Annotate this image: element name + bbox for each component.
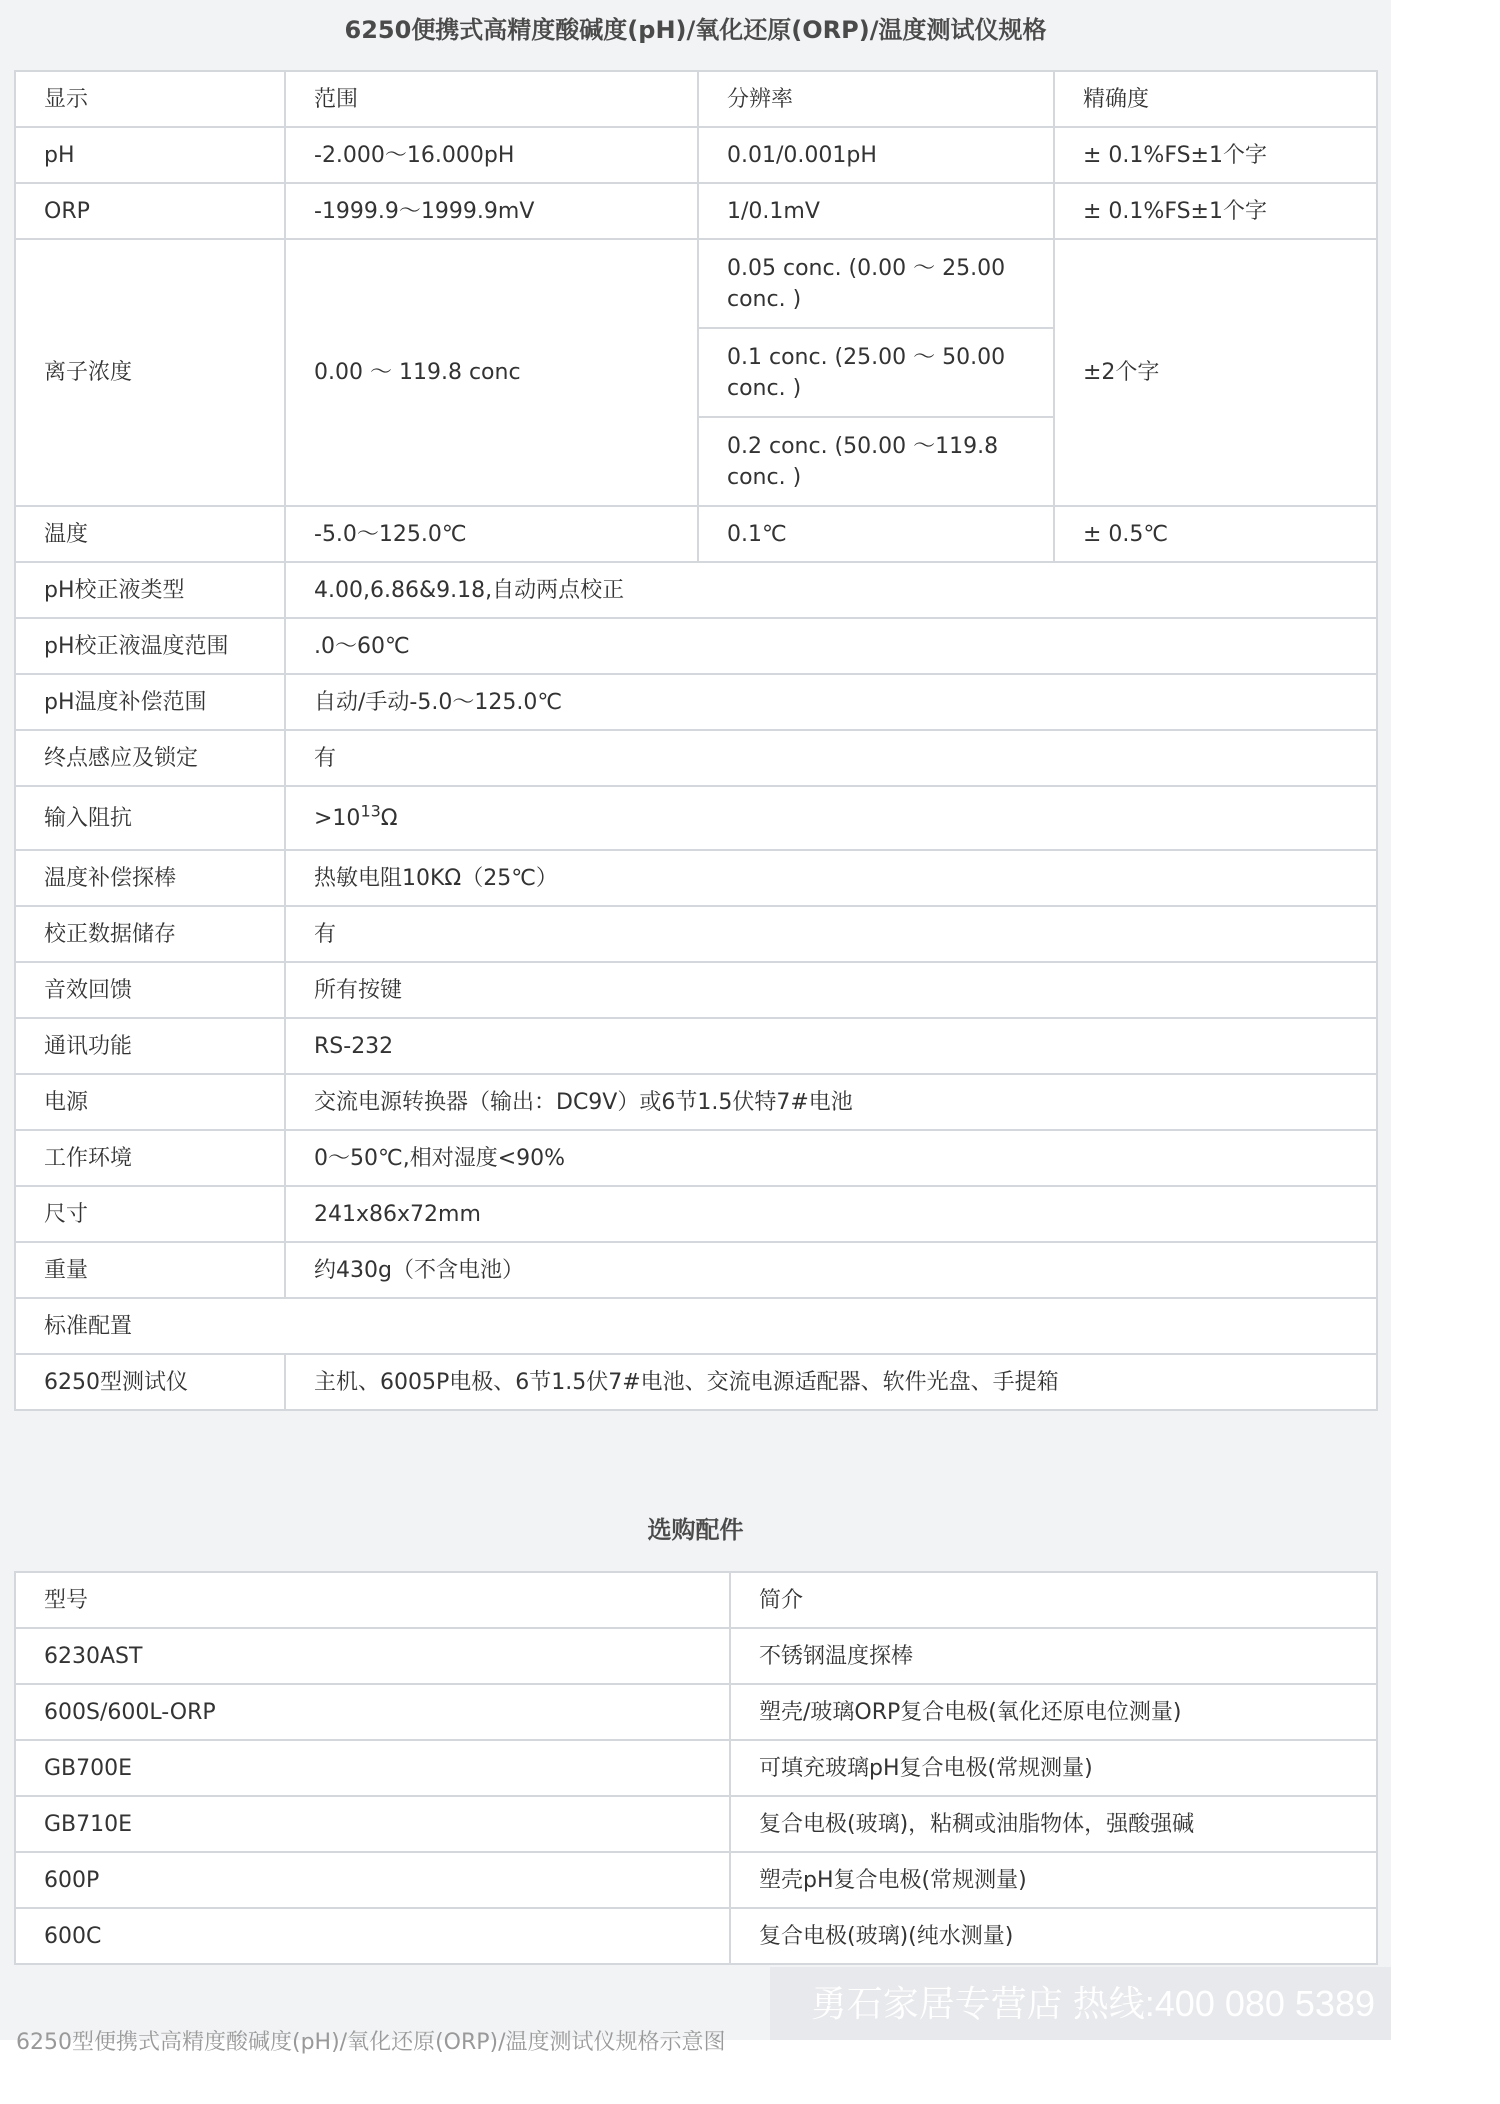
header-range: 范围 [285, 71, 698, 127]
header-display: 显示 [15, 71, 285, 127]
impedance-prefix: >10 [314, 805, 361, 831]
spec-row-ion [15, 239, 1377, 328]
cell-accuracy: ±2个字 [1054, 239, 1377, 506]
cell-label: 尺寸 [15, 1186, 285, 1242]
cell-range: -2.000～16.000pH [285, 127, 698, 183]
cell-label: pH校正液类型 [15, 562, 285, 618]
cell-description: 复合电极(玻璃)(纯水测量) [730, 1908, 1377, 1964]
header-model: 型号 [15, 1572, 730, 1628]
cell-label: 重量 [15, 1242, 285, 1298]
cell-model: GB700E [15, 1740, 730, 1796]
cell-value: RS-232 [285, 1018, 1377, 1074]
accessory-row [15, 1740, 1377, 1796]
accessories-table [14, 1571, 1378, 1965]
header-description: 简介 [730, 1572, 1377, 1628]
cell-accuracy: ± 0.5℃ [1054, 506, 1377, 562]
cell-description: 复合电极(玻璃)，粘稠或油脂物体，强酸强碱 [730, 1796, 1377, 1852]
impedance-exponent: 13 [360, 801, 381, 821]
cell-value: 交流电源转换器（输出：DC9V）或6节1.5伏特7#电池 [285, 1074, 1377, 1130]
cell-accuracy: ± 0.1%FS±1个字 [1054, 183, 1377, 239]
cell-model: 600S/600L-ORP [15, 1684, 730, 1740]
accessory-row [15, 1628, 1377, 1684]
cell-value: 主机、6005P电极、6节1.5伏7#电池、交流电源适配器、软件光盘、手提箱 [285, 1354, 1377, 1410]
standard-config-label: 标准配置 [15, 1298, 1377, 1354]
cell-resolution: 0.1 conc. (25.00 ～ 50.00 conc. ) [698, 328, 1054, 417]
accessory-row [15, 1684, 1377, 1740]
cell-label: 离子浓度 [15, 239, 285, 506]
cell-value [285, 786, 1377, 850]
header-accuracy: 精确度 [1054, 71, 1377, 127]
cell-label: 工作环境 [15, 1130, 285, 1186]
cell-value: 有 [285, 730, 1377, 786]
cell-range: -5.0～125.0℃ [285, 506, 698, 562]
spec-row [15, 1074, 1377, 1130]
cell-label: 校正数据储存 [15, 906, 285, 962]
cell-label: 电源 [15, 1074, 285, 1130]
accessory-row [15, 1796, 1377, 1852]
cell-label: pH温度补偿范围 [15, 674, 285, 730]
cell-model: GB710E [15, 1796, 730, 1852]
cell-resolution: 1/0.1mV [698, 183, 1054, 239]
spec-row-orp [15, 183, 1377, 239]
cell-label: 音效回馈 [15, 962, 285, 1018]
cell-value: 自动/手动-5.0～125.0℃ [285, 674, 1377, 730]
accessories-header-row [15, 1572, 1377, 1628]
spec-row [15, 674, 1377, 730]
cell-value: .0～60℃ [285, 618, 1377, 674]
spec-row [15, 618, 1377, 674]
cell-value: 热敏电阻10KΩ（25℃） [285, 850, 1377, 906]
cell-resolution: 0.2 conc. (50.00 ～119.8 conc. ) [698, 417, 1054, 506]
truncated-caption: 6250型便携式高精度酸碱度(pH)/氧化还原(ORP)/温度测试仪规格示意图 [16, 2030, 726, 2055]
accessories-title: 选购配件 [647, 1516, 744, 1544]
cell-value: 有 [285, 906, 1377, 962]
cell-model: 600C [15, 1908, 730, 1964]
spec-header-row [15, 71, 1377, 127]
cell-value: 约430g（不含电池） [285, 1242, 1377, 1298]
cell-model: 600P [15, 1852, 730, 1908]
spec-table [14, 70, 1378, 1411]
spec-row [15, 850, 1377, 906]
cell-value: 0～50℃,相对湿度<90% [285, 1130, 1377, 1186]
cell-label: 终点感应及锁定 [15, 730, 285, 786]
header-resolution: 分辨率 [698, 71, 1054, 127]
spec-row-standard [15, 1354, 1377, 1410]
cell-description: 可填充玻璃pH复合电极(常规测量) [730, 1740, 1377, 1796]
spec-row [15, 562, 1377, 618]
impedance-unit: Ω [380, 805, 398, 831]
cell-value: 4.00,6.86&9.18,自动两点校正 [285, 562, 1377, 618]
cell-label: pH [15, 127, 285, 183]
shop-watermark: 勇石家居专营店 热线:400 080 5389 [770, 1967, 1391, 2040]
cell-label: ORP [15, 183, 285, 239]
cell-label: 通讯功能 [15, 1018, 285, 1074]
cell-value: 所有按键 [285, 962, 1377, 1018]
spec-title: 6250便携式高精度酸碱度(pH)/氧化还原(ORP)/温度测试仪规格 [344, 16, 1047, 44]
cell-resolution: 0.05 conc. (0.00 ～ 25.00 conc. ) [698, 239, 1054, 328]
spec-row-standard-heading [15, 1298, 1377, 1354]
cell-label: pH校正液温度范围 [15, 618, 285, 674]
spec-row [15, 1018, 1377, 1074]
cell-accuracy: ± 0.1%FS±1个字 [1054, 127, 1377, 183]
accessory-row [15, 1852, 1377, 1908]
accessory-row [15, 1908, 1377, 1964]
cell-label: 温度补偿探棒 [15, 850, 285, 906]
spec-row [15, 906, 1377, 962]
spec-row [15, 730, 1377, 786]
cell-description: 塑壳/玻璃ORP复合电极(氧化还原电位测量) [730, 1684, 1377, 1740]
spec-row-impedance [15, 786, 1377, 850]
cell-resolution: 0.1℃ [698, 506, 1054, 562]
spec-row [15, 1130, 1377, 1186]
cell-model: 6230AST [15, 1628, 730, 1684]
spec-row-temp [15, 506, 1377, 562]
spec-row-ph [15, 127, 1377, 183]
spec-row [15, 1242, 1377, 1298]
cell-resolution: 0.01/0.001pH [698, 127, 1054, 183]
cell-range: 0.00 ～ 119.8 conc [285, 239, 698, 506]
cell-description: 不锈钢温度探棒 [730, 1628, 1377, 1684]
cell-label: 温度 [15, 506, 285, 562]
spec-row [15, 962, 1377, 1018]
cell-label: 6250型测试仪 [15, 1354, 285, 1410]
cell-value: 241x86x72mm [285, 1186, 1377, 1242]
spec-row [15, 1186, 1377, 1242]
cell-label: 输入阻抗 [15, 786, 285, 850]
cell-description: 塑壳pH复合电极(常规测量) [730, 1852, 1377, 1908]
cell-range: -1999.9～1999.9mV [285, 183, 698, 239]
